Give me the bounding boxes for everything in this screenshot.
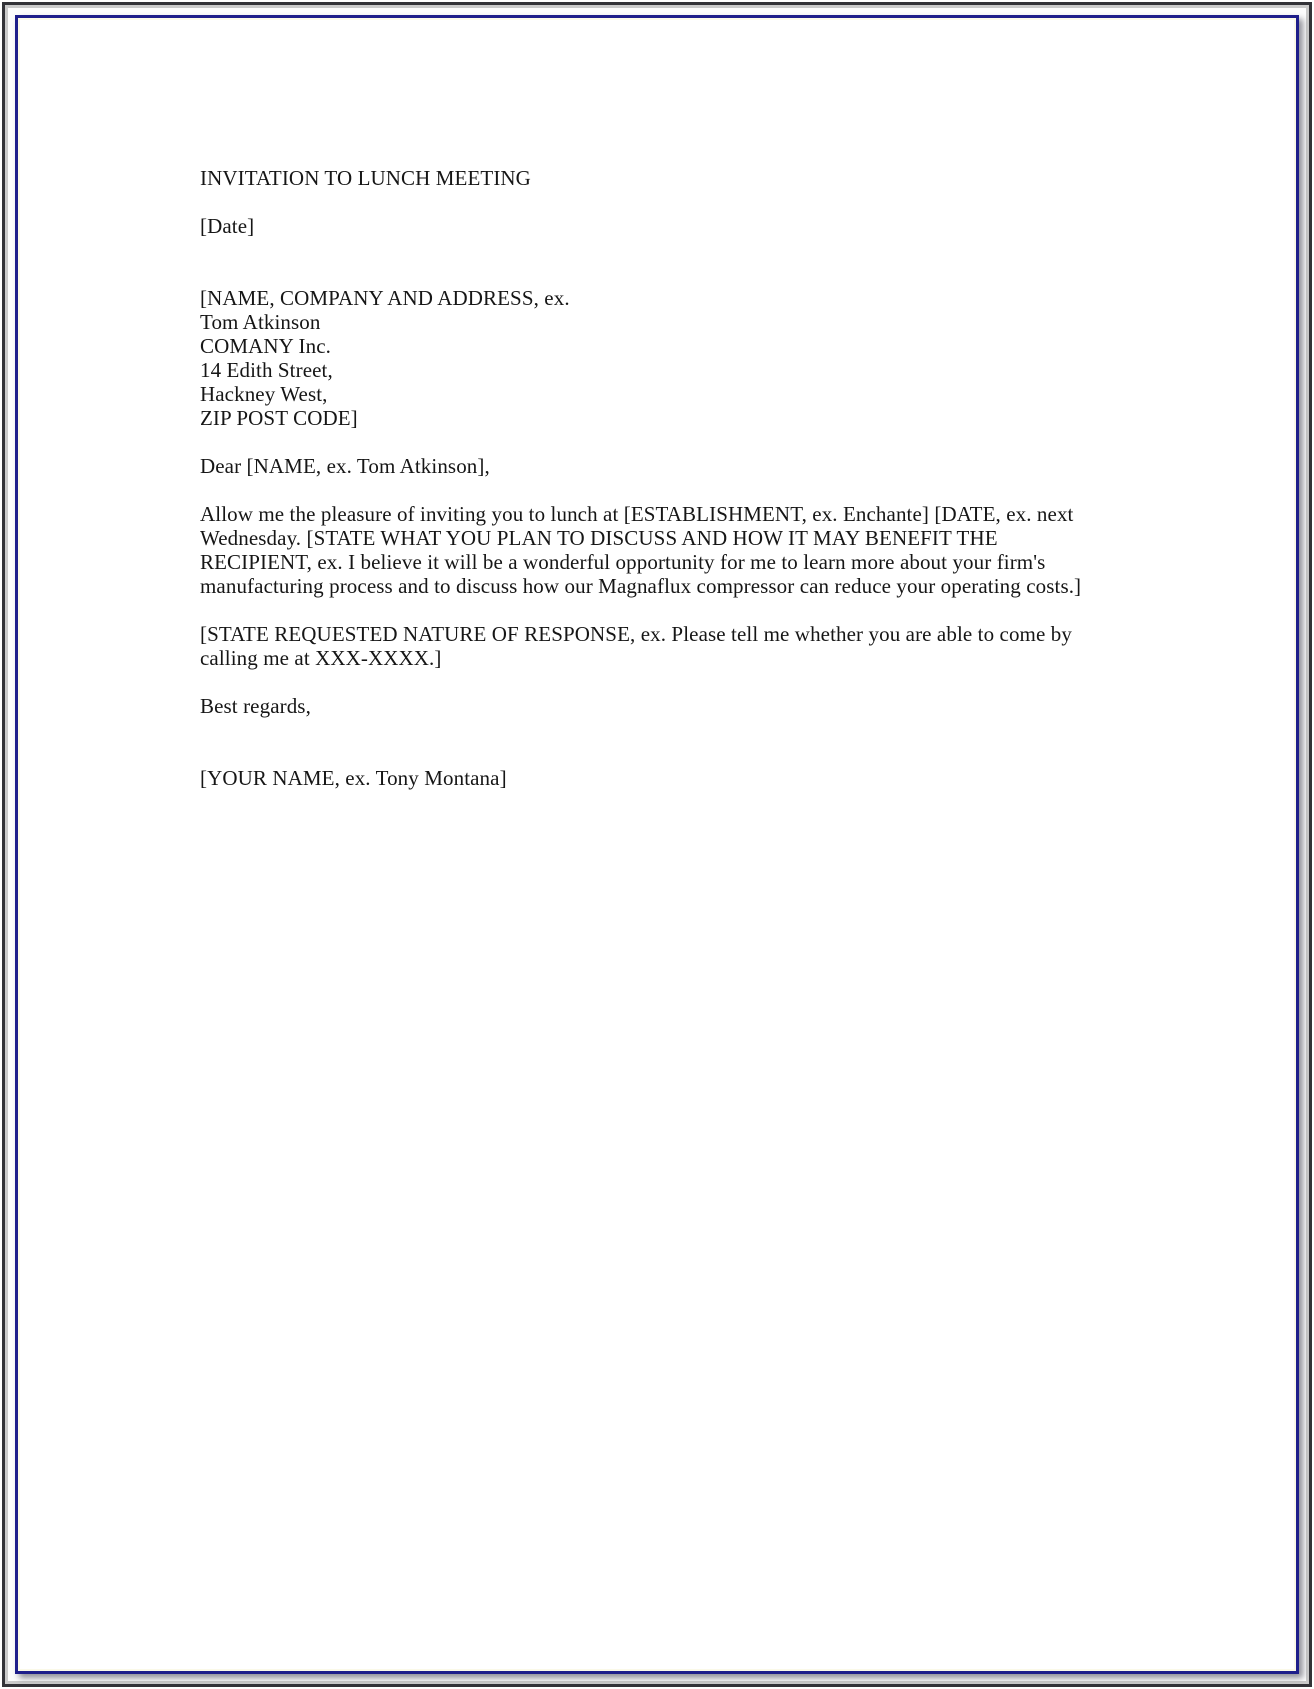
signature-placeholder: [YOUR NAME, ex. Tony Montana] bbox=[200, 766, 507, 790]
text-line: 14 Edith Street, bbox=[200, 358, 333, 382]
text-line: COMANY Inc. bbox=[200, 334, 331, 358]
recipient-address-block bbox=[200, 286, 1266, 430]
letter-page bbox=[15, 15, 1299, 1674]
text-line: Allow me the pleasure of inviting you to lunch at [ESTABLISHMENT, ex. Enchante] [DATE, ex. next bbox=[200, 502, 1074, 526]
text-line: ZIP POST CODE] bbox=[200, 406, 358, 430]
text-line: Tom Atkinson bbox=[200, 310, 321, 334]
text-line: manufacturing process and to discuss how our Magnaflux compressor can reduce your operating costs.] bbox=[200, 574, 1082, 598]
text-line: Hackney West, bbox=[200, 382, 328, 406]
closing: Best regards, bbox=[200, 694, 311, 718]
salutation: Dear [NAME, ex. Tom Atkinson], bbox=[200, 454, 490, 478]
text-line: [NAME, COMPANY AND ADDRESS, ex. bbox=[200, 286, 570, 310]
response-paragraph bbox=[200, 622, 1266, 670]
body-paragraph bbox=[200, 502, 1266, 598]
inner-matte bbox=[8, 8, 1306, 1681]
outer-scan-frame bbox=[2, 2, 1312, 1687]
text-line: Wednesday. [STATE WHAT YOU PLAN TO DISCUSS AND HOW IT MAY BENEFIT THE bbox=[200, 526, 998, 550]
text-line: [STATE REQUESTED NATURE OF RESPONSE, ex. Please tell me whether you are able to come by bbox=[200, 622, 1072, 646]
letter-title: INVITATION TO LUNCH MEETING bbox=[200, 166, 531, 190]
date-placeholder: [Date] bbox=[200, 214, 255, 238]
text-line: calling me at XXX-XXXX.] bbox=[200, 646, 442, 670]
text-line: RECIPIENT, ex. I believe it will be a wonderful opportunity for me to learn more about your firm's bbox=[200, 550, 1046, 574]
